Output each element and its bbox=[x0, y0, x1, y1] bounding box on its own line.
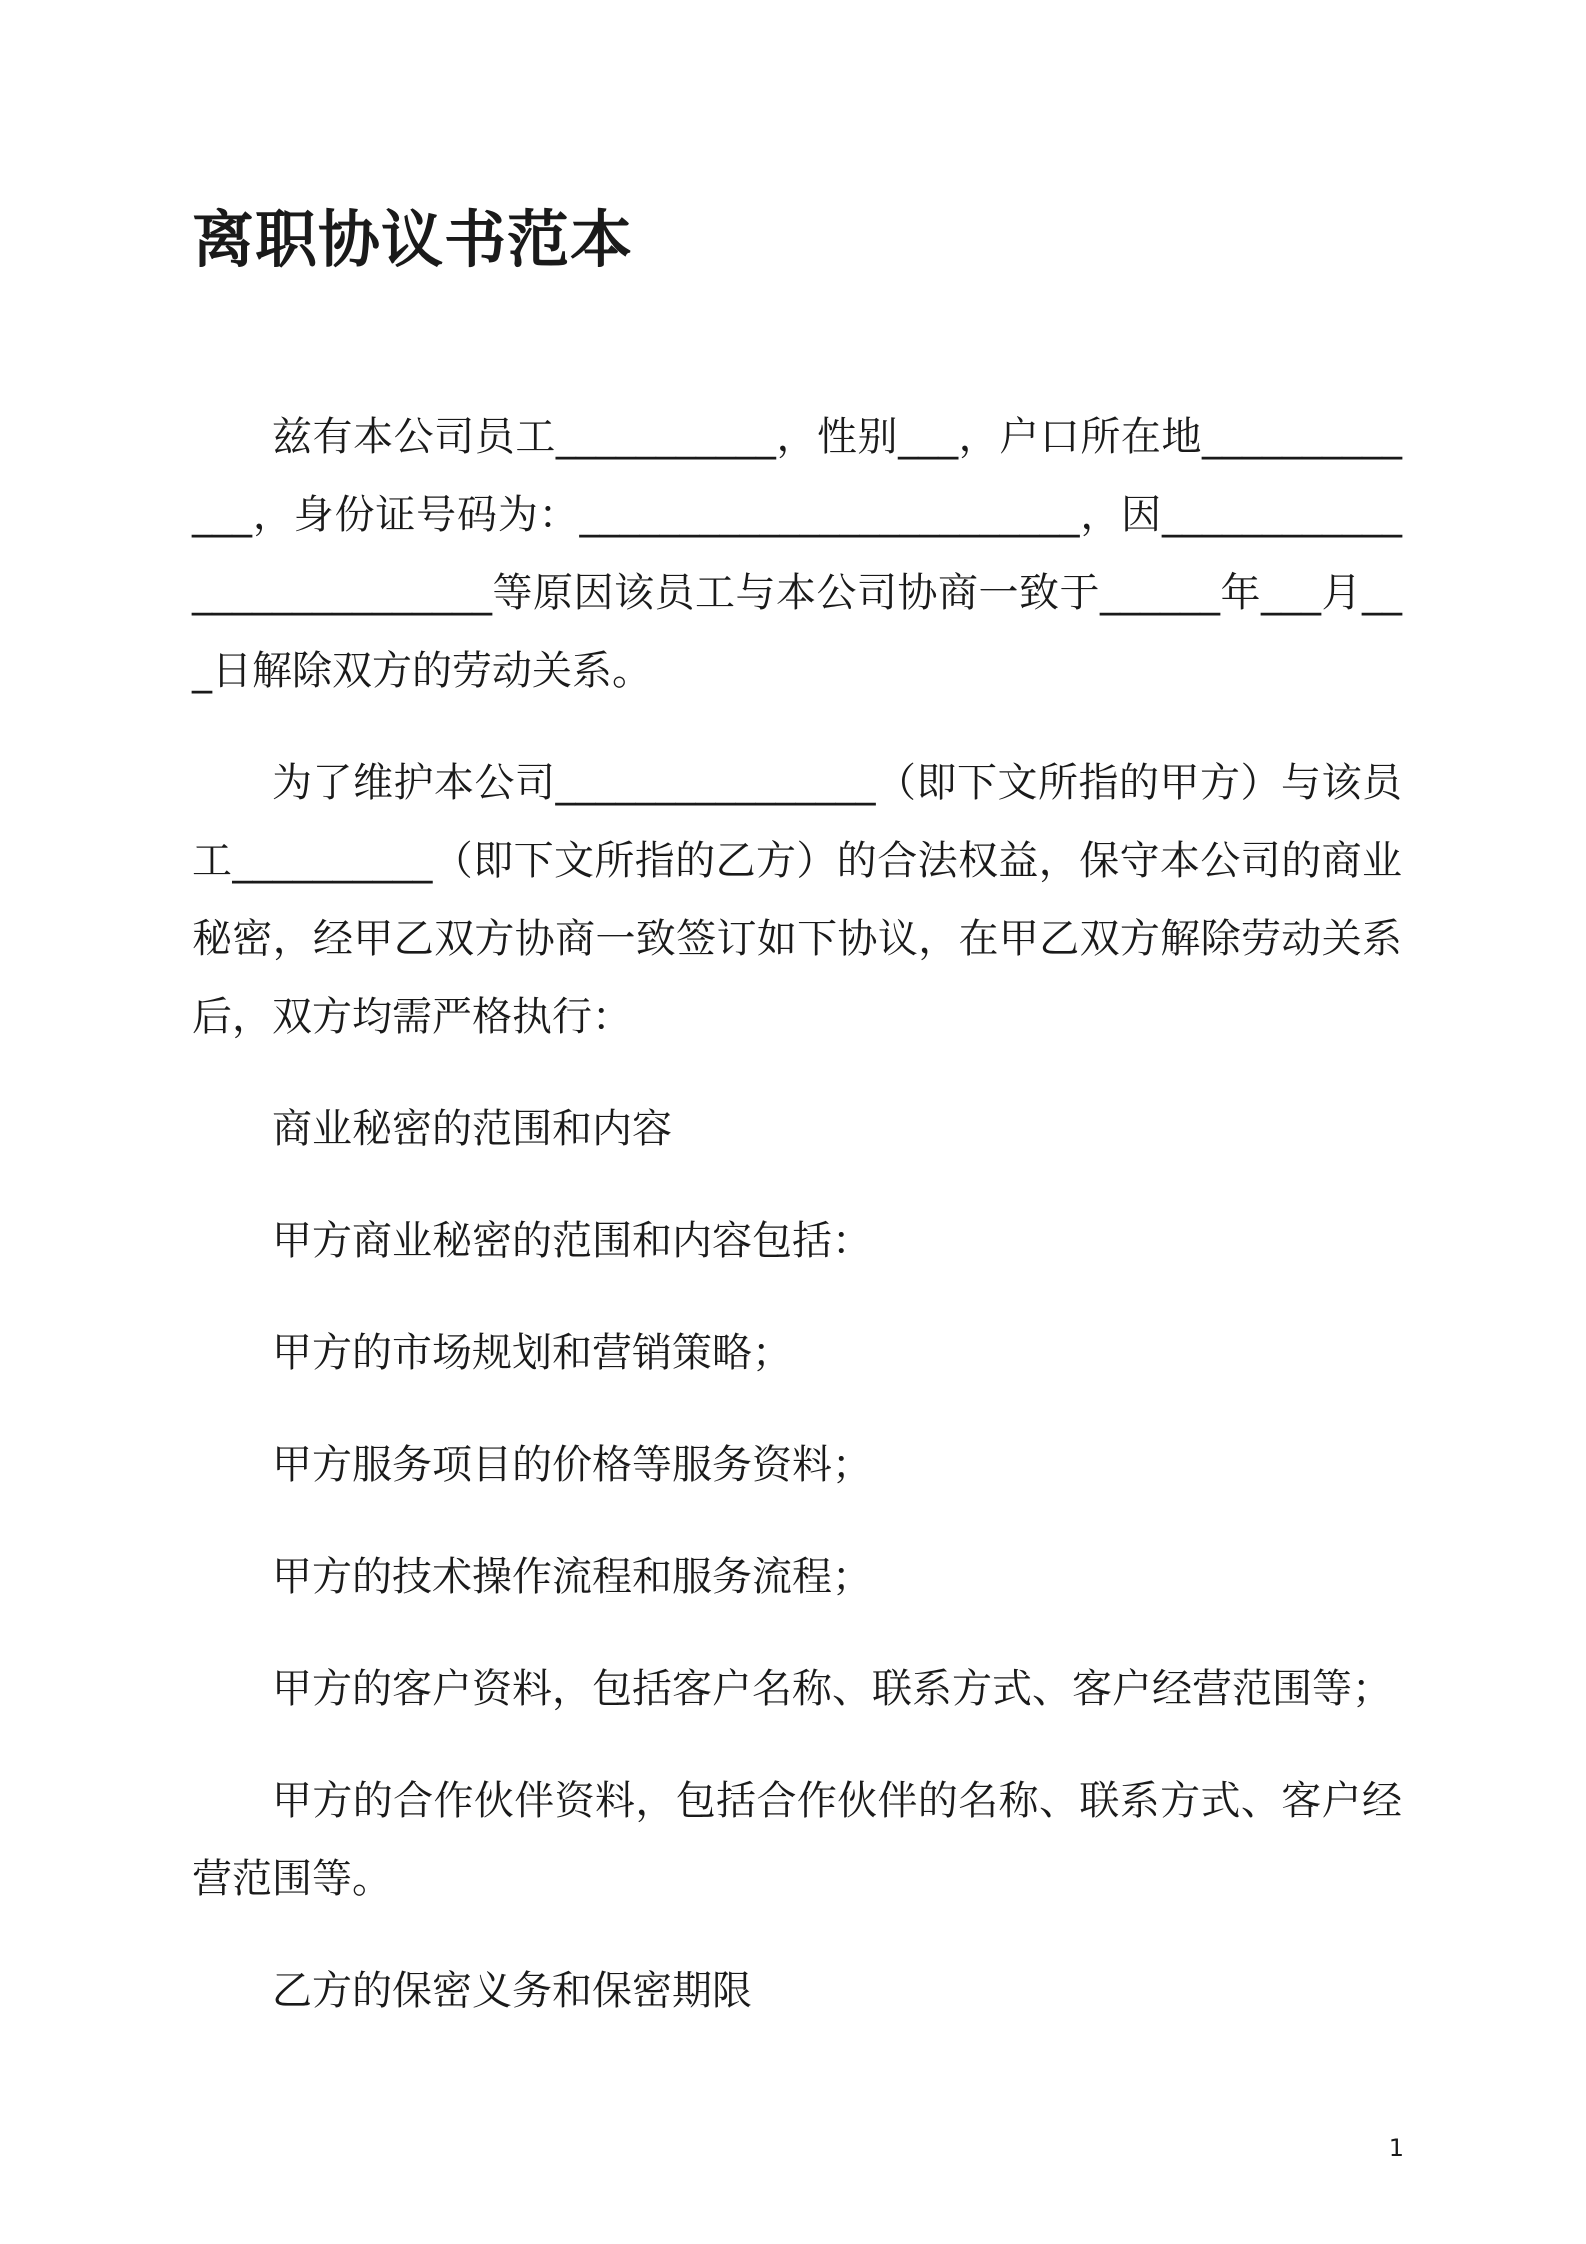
section-heading-trade-secret-scope: 商业秘密的范围和内容 bbox=[272, 1106, 672, 1152]
list-item-technical-process: 甲方的技术操作流程和服务流程； bbox=[272, 1554, 872, 1600]
paragraph-scope-intro: 甲方商业秘密的范围和内容包括： bbox=[272, 1218, 872, 1264]
document-body bbox=[192, 200, 1402, 2064]
section-heading-confidentiality: 乙方的保密义务和保密期限 bbox=[272, 1968, 752, 2014]
list-item-pricing: 甲方服务项目的价格等服务资料； bbox=[272, 1442, 872, 1488]
document-title: 离职协议书范本 bbox=[192, 203, 634, 276]
paragraph-employee-info: 兹有本公司员工___________，性别___，户口所在地_____________，身份证号码为：_________________________，因___________________________等原因该员工与本公司协商一致于______年___月___日解除双方的劳动关系。 bbox=[192, 414, 1402, 694]
list-item-marketing: 甲方的市场规划和营销策略； bbox=[272, 1330, 792, 1376]
page-number: 1 bbox=[1388, 2134, 1404, 2162]
paragraph-agreement-purpose: 为了维护本公司________________（即下文所指的甲方）与该员工__________（即下文所指的乙方）的合法权益，保守本公司的商业秘密，经甲乙双方协商一致签订如下协议，在甲乙双方解除劳动关系后，双方均需严格执行： bbox=[192, 760, 1402, 1040]
list-item-customer-info: 甲方的客户资料，包括客户名称、联系方式、客户经营范围等； bbox=[272, 1666, 1392, 1712]
list-item-partner-info: 甲方的合作伙伴资料，包括合作伙伴的名称、联系方式、客户经营范围等。 bbox=[192, 1778, 1402, 1902]
